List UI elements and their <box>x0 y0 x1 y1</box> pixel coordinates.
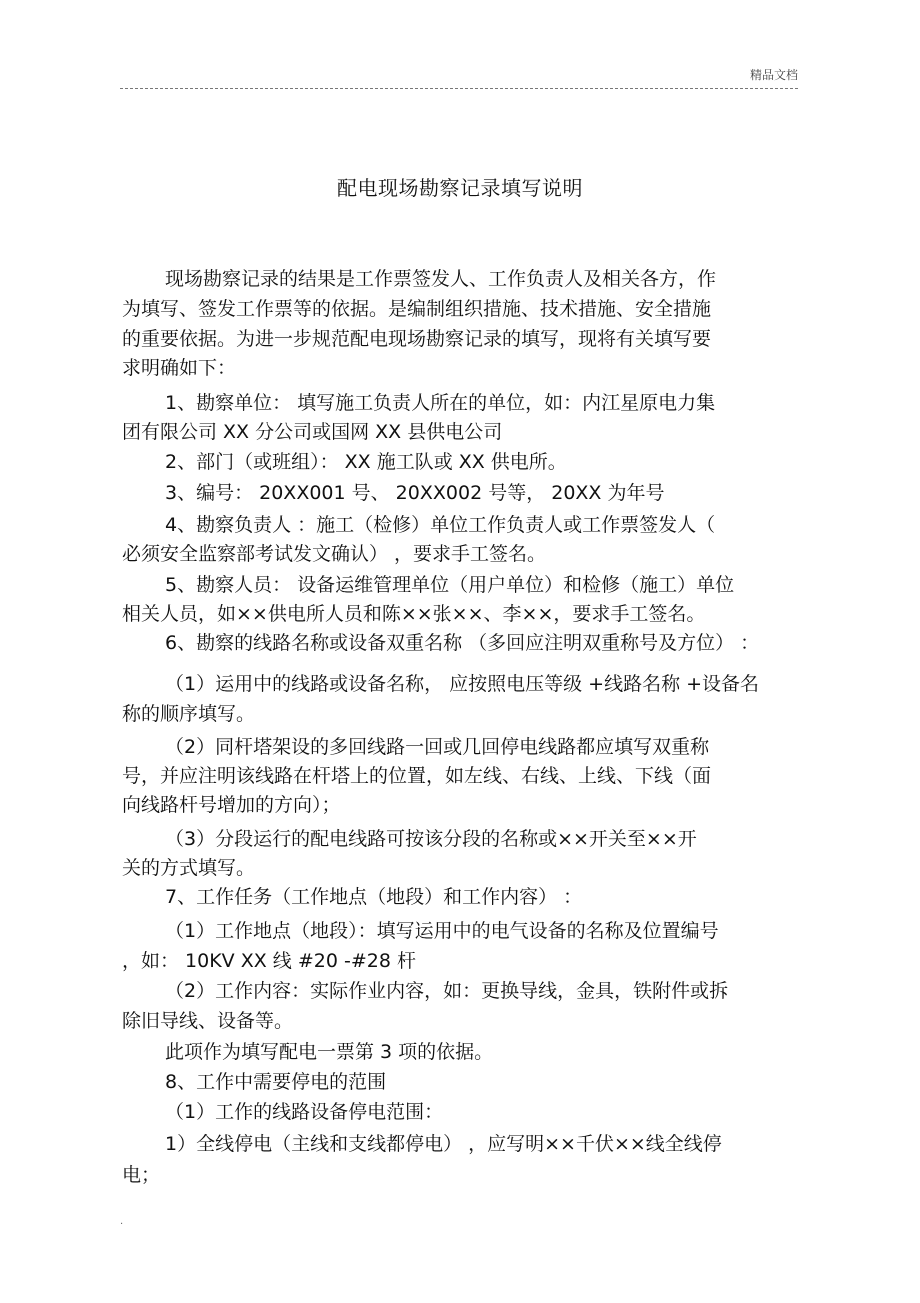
paragraph-line: 求明确如下： <box>122 357 237 379</box>
paragraph-line: 向线路杆号增加的方向）； <box>122 794 341 816</box>
document-title: 配电现场勘察记录填写说明 <box>337 176 583 200</box>
paragraph-line: 7、工作任务（工作地点（地段）和工作内容） ： <box>165 886 583 908</box>
paragraph-line: 关的方式填写。 <box>122 857 256 879</box>
paragraph-line: （3）分段运行的配电线路可按该分段的名称或××开关至××开 <box>165 828 697 850</box>
paragraph-line: 为填写、签发工作票等的依据。是编制组织措施、技术措施、安全措施 <box>122 298 712 320</box>
paragraph-line: 1）全线停电（主线和支线都停电） ，应写明××千伏××线全线停 <box>165 1133 722 1155</box>
paragraph-line: 5、勘察人员： 设备运维管理单位（用户单位）和检修（施工）单位 <box>165 574 735 596</box>
paragraph-line: 团有限公司 XX 分公司或国网 XX 县供电公司 <box>122 421 503 443</box>
paragraph-line: ，如： 10KV XX 线 #20 -#28 杆 <box>122 950 416 972</box>
paragraph-line: 除旧导线、设备等。 <box>122 1010 294 1032</box>
paragraph-line: 称的顺序填写。 <box>122 703 256 725</box>
paragraph-line: 相关人员，如××供电所人员和陈××张××、李××，要求手工签名。 <box>122 603 706 625</box>
paragraph-line: （1）工作地点（地段）：填写运用中的电气设备的名称及位置编号 <box>165 920 719 942</box>
header-divider <box>120 88 798 89</box>
paragraph-line: 现场勘察记录的结果是工作票签发人、工作负责人及相关各方，作 <box>165 268 717 290</box>
paragraph-line: 必须安全监察部考试发文确认） ，要求手工签名。 <box>122 543 547 565</box>
paragraph-line: 的重要依据。为进一步规范配电现场勘察记录的填写，现将有关填写要 <box>122 328 712 350</box>
paragraph-line: 此项作为填写配电一票第 3 项的依据。 <box>165 1041 494 1063</box>
footer-mark: . <box>120 1216 124 1227</box>
paragraph-line: （2）工作内容：实际作业内容，如：更换导线，金具，铁附件或拆 <box>165 980 729 1002</box>
paragraph-line: （1）工作的线路设备停电范围： <box>165 1101 444 1123</box>
paragraph-line: （1）运用中的线路或设备名称， 应按照电压等级 +线路名称 +设备名 <box>165 673 760 695</box>
paragraph-line: （2）同杆塔架设的多回线路一回或几回停电线路都应填写双重称 <box>165 736 710 758</box>
paragraph-line: 6、勘察的线路名称或设备双重名称 （多回应注明双重称号及方位） ： <box>165 632 760 654</box>
paragraph-line: 电； <box>122 1164 161 1186</box>
paragraph-line: 8、工作中需要停电的范围 <box>165 1071 387 1093</box>
paragraph-line: 1、勘察单位： 填写施工负责人所在的单位，如：内江星原电力集 <box>165 392 716 414</box>
paragraph-line: 3、编号： 20XX001 号、 20XX002 号等， 20XX 为年号 <box>165 482 665 504</box>
paragraph-line: 号，并应注明该线路在杆塔上的位置，如左线、右线、上线、下线（面 <box>122 765 712 787</box>
header-label: 精品文档 <box>749 68 798 82</box>
paragraph-line: 2、部门（或班组）： XX 施工队或 XX 供电所。 <box>165 451 567 473</box>
paragraph-line: 4、勘察负责人 ：施工（检修）单位工作负责人或工作票签发人（ <box>165 514 716 536</box>
